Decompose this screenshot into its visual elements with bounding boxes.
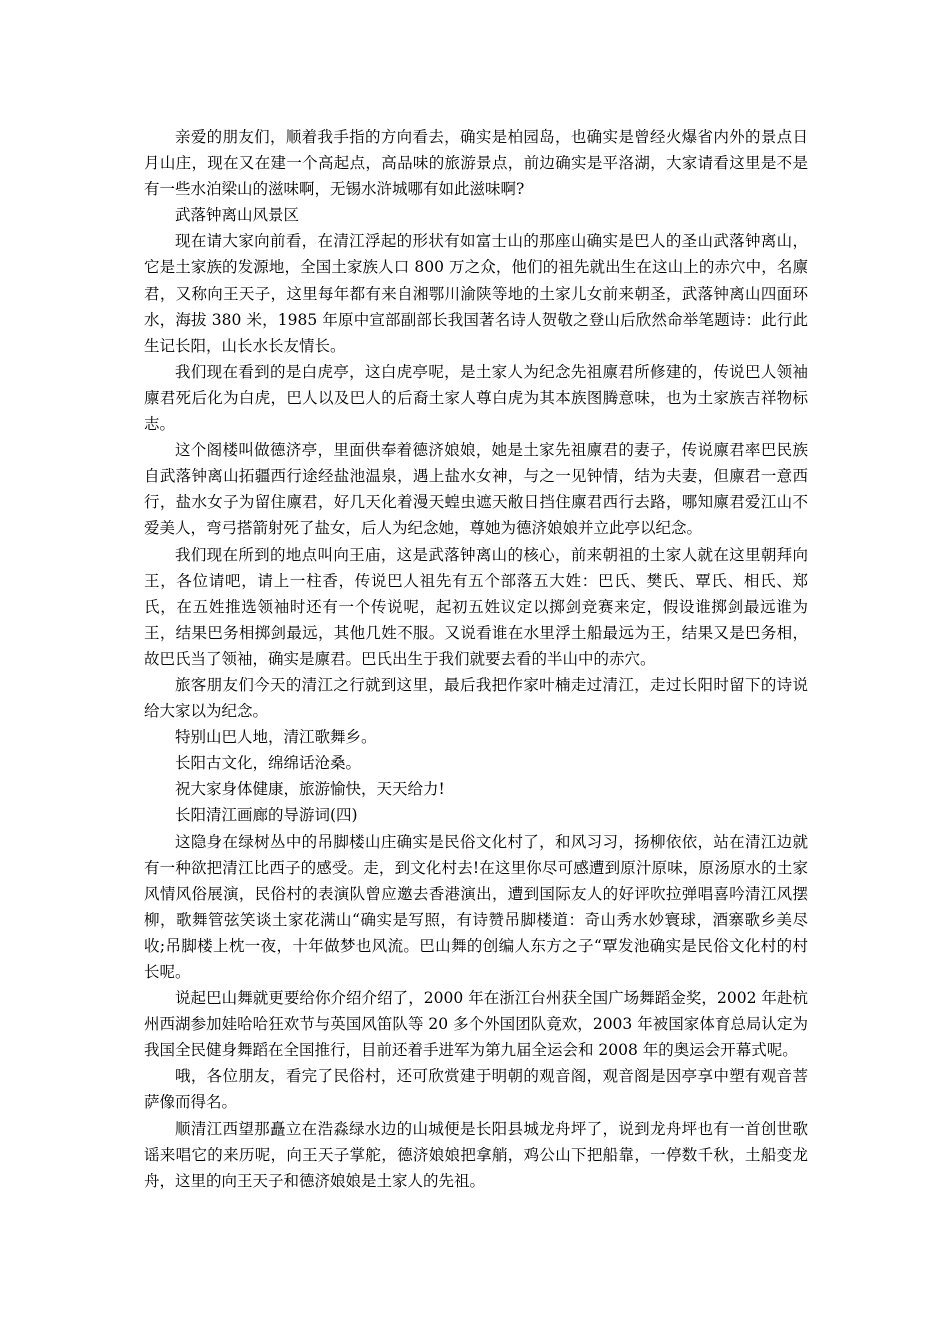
section-heading-wuluo-zhongli: 武落钟离山风景区 bbox=[175, 206, 300, 225]
section-heading-part-four: 长阳清江画廊的导游词(四) bbox=[175, 806, 358, 825]
paragraph-guanyin-pavilion: 哦，各位朋友，看完了民俗村，还可欣赏建于明朝的观音阁，观音阁是因亭享中塑有观音菩萨像而得名。 bbox=[144, 1067, 808, 1112]
paragraph-xiangwang-temple: 我们现在所到的地点叫向王庙，这是武落钟离山的核心，前来朝祖的土家人就在这里朝拜向王，各位请吧，请上一柱香，传说巴人祖先有五个部落五大姓：巴氏、樊氏、覃氏、相氏、郑氏，在五姓推选领袖时还有一个传说呢，起初五姓议定以掷剑竞赛来定，假设谁掷剑最远谁为王，结果巴务相掷剑最远，其他几姓不服。又说看谁在水里浮土船最远为王，结果又是巴务相，故巴氏当了领袖，确实是廪君。巴氏出生于我们就要去看的半山中的赤穴。 bbox=[144, 545, 808, 668]
paragraph-deji-pavilion: 这个阁楼叫做德济亭，里面供奉着德济娘娘，她是土家先祖廪君的妻子，传说廪君率巴民族自武落钟离山拓疆西行途经盐池温泉，遇上盐水女神，与之一见钟情，结为夫妻，但廪君一意西行，盐水女子为留住廪君，好几天化着漫天蝗虫遮天敝日挡住廪君西行去路，哪知廪君爱江山不爱美人，弯弓搭箭射死了盐女，后人为纪念她，尊她为德济娘娘并立此亭以纪念。 bbox=[144, 441, 808, 538]
paragraph-folk-village: 这隐身在绿树丛中的吊脚楼山庄确实是民俗文化村了，和风习习，扬柳依依，站在清江边就有一种欲把清江比西子的感受。走，到文化村去!在这里你尽可感遭到原汁原味，原汤原水的土家风情风俗展演，民俗村的表演队曾应邀去香港演出，遭到国际友人的好评吹拉弹唱喜吟清江风摆柳，歌舞管弦笑谈土家花满山“确实是写照，有诗赞吊脚楼道：奇山秀水妙寰球，酒寨歌乡美尽收;吊脚楼上枕一夜，十年做梦也风流。巴山舞的创编人东方之子“覃发池确实是民俗文化村的村长呢。 bbox=[144, 832, 808, 981]
poem-line-2: 长阳古文化，绵绵话沧桑。 bbox=[175, 754, 362, 773]
paragraph-wuluo-mountain: 现在请大家向前看，在清江浮起的形状有如富士山的那座山确实是巴人的圣山武落钟离山，它是土家族的发源地，全国土家族人口 800 万之众，他们的祖先就出生在这山上的赤穴中，名廪君，又称向王天子，这里每年都有来自湘鄂川渝陕等地的土家儿女前来朝圣，武落钟离山四面环水，海拔 380 米，1985 年原中宣部副部长我国著名诗人贺敬之登山后欣然命举笔题诗：此行此生记长阳，山长水长友情长。 bbox=[144, 232, 808, 355]
paragraph-bolin-island: 亲爱的朋友们，顺着我手指的方向看去，确实是柏园岛，也确实是曾经火爆省内外的景点日月山庄，现在又在建一个高起点，高品味的旅游景点，前边确实是平洛湖，大家请看这里是不是有一些水泊梁山的滋味啊，无锡水浒城哪有如此滋味啊? bbox=[144, 128, 808, 199]
paragraph-farewell: 旅客朋友们今天的清江之行就到这里，最后我把作家叶楠走过清江，走过长阳时留下的诗说给大家以为纪念。 bbox=[144, 675, 808, 721]
paragraph-bashan-dance: 说起巴山舞就更要给你介绍介绍了，2000 年在浙江台州获全国广场舞蹈金奖，2002 年赴杭州西湖参加娃哈哈狂欢节与英国风笛队等 20 多个外国团队竟欢，2003 年被国家体育总局认定为我国全民健身舞蹈在全国推行，目前还着手进军为第九届全运会和 2008 年的奥运会开幕式呢。 bbox=[144, 989, 808, 1060]
paragraph-longzhouping: 顺清江西望那矗立在浩淼绿水边的山城便是长阳县城龙舟坪了，说到龙舟坪也有一首创世歌谣来唱它的来历呢，向王天子掌舵，德济娘娘把拿艄，鸡公山下把船靠，一停数千秋，土船变龙舟，这里的向王天子和德济娘娘是土家人的先祖。 bbox=[144, 1119, 808, 1190]
paragraph-white-tiger-pavilion: 我们现在看到的是白虎亭，这白虎亭呢，是土家人为纪念先祖廪君所修建的，传说巴人领袖廪君死后化为白虎，巴人以及巴人的后裔土家人尊白虎为其本族图腾意味，也为土家族吉祥物标志。 bbox=[144, 362, 808, 434]
poem-line-1: 特别山巴人地，清江歌舞乡。 bbox=[175, 728, 377, 747]
document-body bbox=[144, 124, 808, 1194]
closing-wish: 祝大家身体健康，旅游愉快，天天给力! bbox=[175, 780, 445, 799]
